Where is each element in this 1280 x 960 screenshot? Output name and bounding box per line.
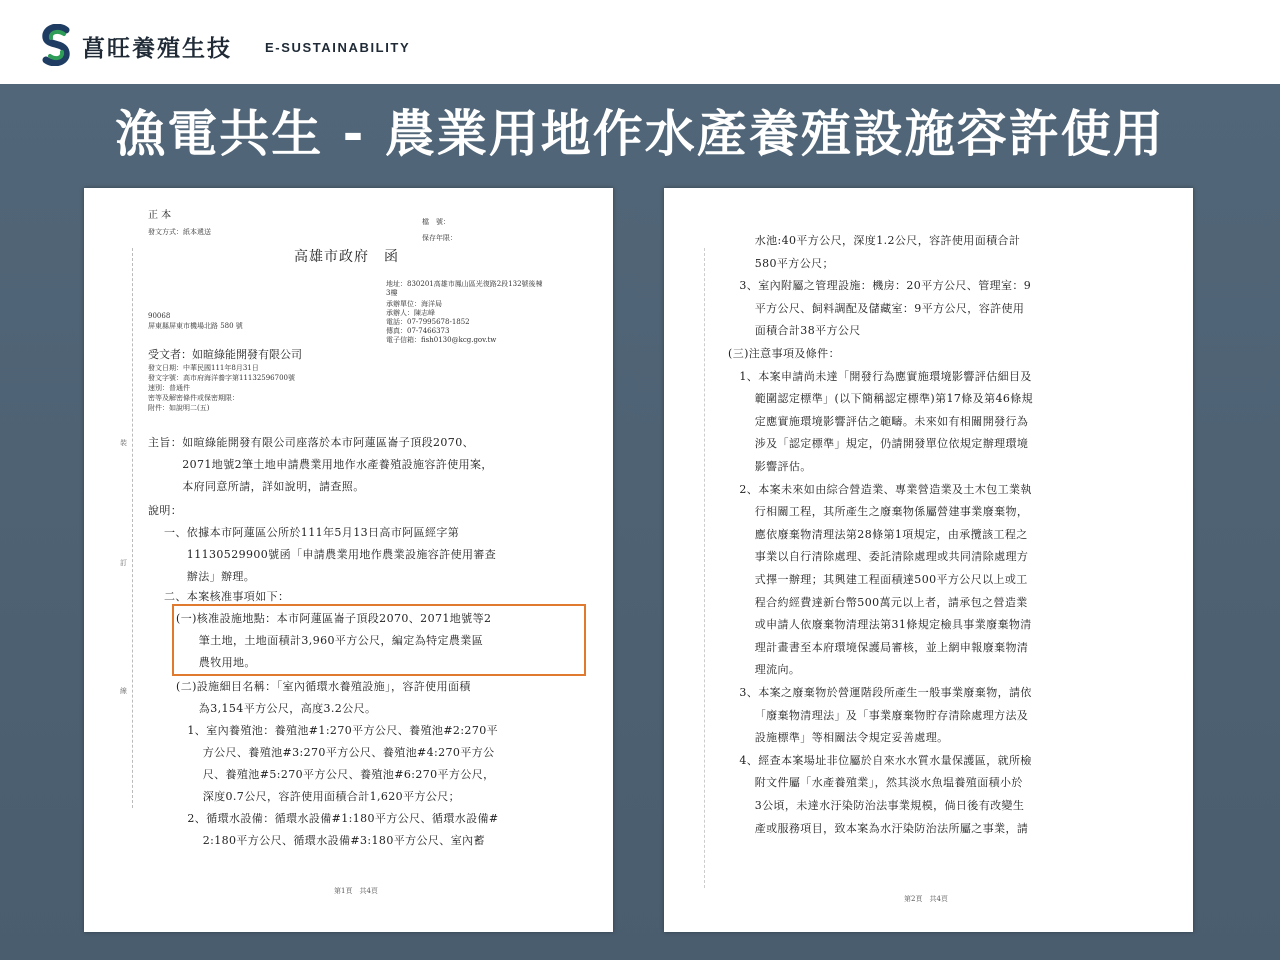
file-number: 檔 號： xyxy=(422,218,450,226)
document-number: 發文字號：高市府海洋養字第11132596700號 xyxy=(148,374,295,382)
body-line: 2、本案未來如由綜合營造業、專業營造業及土木包工業執 xyxy=(728,482,1032,496)
body-line: 設施標準」等相關法令規定妥善處理。 xyxy=(728,731,949,745)
copy-mark: 正 本 xyxy=(148,210,172,221)
secrecy-level: 密等及解密條件或保密期限： xyxy=(148,394,239,402)
facility-line: (二)設施細目名稱：「室內循環水養殖設施」，容許使用面積 xyxy=(176,680,471,693)
body-line: 應依廢棄物清理法第28條第1項規定，由承攬該工程之 xyxy=(728,527,1028,541)
handler-unit: 承辦單位：海洋局 xyxy=(386,300,442,308)
body-line: 理流向。 xyxy=(728,663,801,677)
retention-period: 保存年限： xyxy=(422,234,457,242)
body-line: 3、室內附屬之管理設施：機房：20平方公尺、管理室：9 xyxy=(728,279,1032,293)
issue-date: 發文日期：中華民國111年8月31日 xyxy=(148,364,259,372)
facility-line: 尺、養殖池#5:270平方公尺、養殖池#6:270平方公尺， xyxy=(176,768,495,781)
body-line: 行相關工程，其所產生之廢棄物係屬營建事業廢棄物， xyxy=(728,505,1029,519)
body-line: 水池:40平方公尺，深度1.2公尺，容許使用面積合計 xyxy=(728,234,1021,247)
item-line: 11130529900號函「申請農業用地作農業設施容許使用審查 xyxy=(164,548,497,561)
facility-line: 為3,154平方公尺，高度3.2公尺。 xyxy=(176,702,377,715)
body-line: 定應實施環境影響評估之範疇。未來如有相關開發行為 xyxy=(728,414,1029,428)
attachment: 附件：如說明二(五) xyxy=(148,404,210,412)
body-line: 範圍認定標準」(以下簡稱認定標準)第17條及第46條規 xyxy=(728,392,1034,406)
body-line: 平方公尺、飼料調配及儲藏室：9平方公尺，容許使用 xyxy=(728,301,1025,315)
body-line: 附文件屬「水產養殖業」，然其淡水魚塭養殖面積小於 xyxy=(728,776,1023,790)
body-line: 580平方公尺； xyxy=(728,256,834,270)
subject-line: 主旨：如暄綠能開發有限公司座落於本市阿蓮區崙子頂段2070、 xyxy=(148,436,474,449)
slide-title: 漁電共生 - 農業用地作水產養殖設施容許使用 xyxy=(115,105,1165,163)
body-line: 「廢棄物清理法」及「事業廢棄物貯存清除處理方法及 xyxy=(728,708,1029,722)
brand-name: 菖旺養殖生技 xyxy=(82,36,232,62)
page-footer: 第1頁 共4頁 xyxy=(334,887,378,895)
issuing-agency: 高雄市政府 函 xyxy=(294,249,399,265)
body-line: 涉及「認定標準」規定，仍請開發單位依規定辦理環境 xyxy=(728,437,1029,451)
facility-line: 深度0.7公尺，容許使用面積合計1,620平方公尺； xyxy=(176,790,461,803)
body-line: 1、本案申請尚未達「開發行為應實施環境影響評估細目及 xyxy=(728,369,1032,383)
margin-mark: 線 xyxy=(120,687,127,695)
item-line: 辦法」辦理。 xyxy=(164,570,256,583)
highlight-line: 筆土地，土地面積計3,960平方公尺，編定為特定農業區 xyxy=(176,634,484,647)
body-line: 程合約經費達新台幣500萬元以上者，請承包之營造業 xyxy=(728,595,1028,609)
highlight-line: 農牧用地。 xyxy=(176,656,256,669)
highlight-line: (一)核准設施地點：本市阿蓮區崙子頂段2070、2071地號等2 xyxy=(176,612,492,625)
margin-mark: 裝 xyxy=(120,439,127,447)
brand-english-name: E-SUSTAINABILITY xyxy=(265,40,411,55)
document-page-1 xyxy=(84,188,613,932)
brand-s-logo-icon xyxy=(40,24,74,66)
subject-line: 本府同意所請，詳如說明，請查照。 xyxy=(148,480,365,493)
top-bar xyxy=(0,0,1280,84)
item-line: 二、本案核准事項如下： xyxy=(164,590,290,603)
margin-mark: 訂 xyxy=(120,559,127,567)
recipient: 受文者：如暄綠能開發有限公司 xyxy=(148,348,302,361)
facility-line: 2、循環水設備：循環水設備#1:180平方公尺、循環水設備# xyxy=(176,812,499,825)
body-line: 3、本案之廢棄物於營運階段所產生一般事業廢棄物，請依 xyxy=(728,686,1032,699)
body-line: 式擇一辦理；其興建工程面積達500平方公尺以上或工 xyxy=(728,573,1028,586)
agency-address: 地址：830201高雄市鳳山區光復路2段132號後棟 xyxy=(386,280,543,288)
facility-line: 1、室內養殖池：養殖池#1:270平方公尺、養殖池#2:270平 xyxy=(176,724,499,737)
phone: 電話：07-7995678-1852 xyxy=(386,318,470,326)
body-line: 或申請人依廢棄物清理法第31條規定檢具事業廢棄物清 xyxy=(728,618,1032,632)
facility-line: 方公尺、養殖池#3:270平方公尺、養殖池#4:270平方公 xyxy=(176,746,495,759)
binding-line xyxy=(132,248,133,808)
body-line: 理計畫書至本府環境保護局審核，並上網申報廢棄物清 xyxy=(728,640,1029,654)
postcode: 90068 xyxy=(148,312,171,320)
page-footer: 第2頁 共4頁 xyxy=(904,895,948,903)
delivery-speed: 速別：普通件 xyxy=(148,384,190,392)
agency-address-2: 3樓 xyxy=(386,289,398,297)
body-line: 產或服務項目，致本案為水汙染防治法所屬之事業，請 xyxy=(728,821,1029,835)
explanation-label: 說明： xyxy=(148,504,183,517)
recipient-address: 屏東縣屏東市機場北路 580 號 xyxy=(148,322,243,330)
fax: 傳真：07-7466373 xyxy=(386,327,450,335)
body-line: 面積合計38平方公尺 xyxy=(728,324,861,338)
subject-line: 2071地號2筆土地申請農業用地作水產養殖設施容許使用案， xyxy=(148,458,493,471)
body-line: 影響評估。 xyxy=(728,460,812,473)
send-method: 發文方式：紙本遞送 xyxy=(148,228,211,236)
document-page-2 xyxy=(664,188,1193,932)
facility-line: 2:180平方公尺、循環水設備#3:180平方公尺、室內蓄 xyxy=(176,834,485,847)
body-line: 4、經查本案場址非位屬於自來水水質水量保護區，就所檢 xyxy=(728,753,1032,767)
body-line: 3公頃，未達水汙染防治法事業規模，倘日後有改變生 xyxy=(728,799,1025,812)
email: 電子信箱：fish0130@kcg.gov.tw xyxy=(386,336,497,344)
handler: 承辦人：陳志峰 xyxy=(386,309,435,317)
body-line: (三)注意事項及條件： xyxy=(728,347,840,360)
body-line: 事業以自行清除處理、委託清除處理或共同清除處理方 xyxy=(728,550,1029,564)
binding-line xyxy=(704,248,705,888)
item-line: 一、依據本市阿蓮區公所於111年5月13日高市阿區經字第 xyxy=(164,526,460,539)
